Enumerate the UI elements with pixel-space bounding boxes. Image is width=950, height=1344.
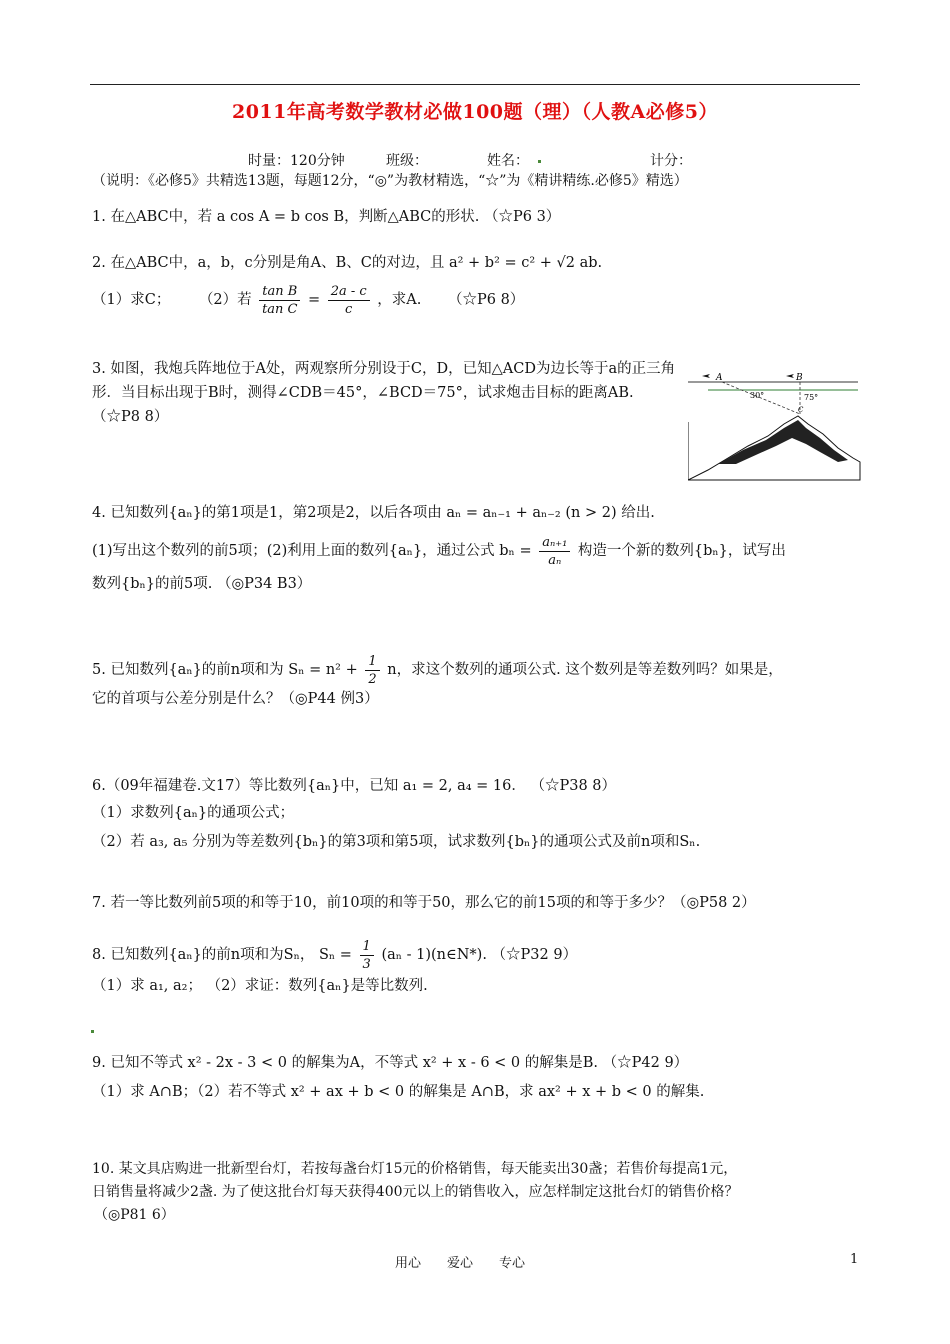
question-8-line-1 bbox=[92, 937, 872, 973]
question-8 bbox=[92, 937, 872, 998]
fraction-numerator: tan B bbox=[259, 283, 300, 301]
figure-label-a: A bbox=[716, 373, 723, 383]
fraction-numerator: aₙ₊₁ bbox=[539, 534, 570, 552]
question-4-line-3: 数列{bₙ}的前5项. （◎P34 B3） bbox=[92, 576, 312, 592]
document-title: 2011年高考数学教材必做100题（理）（人教A必修5） bbox=[231, 101, 718, 123]
question-8-line-1-post: (aₙ - 1)(n∈N*). （☆P32 9） bbox=[381, 947, 578, 963]
fraction-denominator: 3 bbox=[362, 956, 371, 972]
fraction-one-third bbox=[360, 938, 374, 973]
question-4-line-2-post: 构造一个新的数列{bₙ}，试写出 bbox=[577, 543, 786, 559]
question-6-line-1: 6.（09年福建卷.文17）等比数列{aₙ}中，已知 a₁ = 2, a₄ = 16． （☆P38 8） bbox=[92, 778, 617, 794]
artillery-figure bbox=[688, 362, 863, 482]
question-8-line-2: （1）求 a₁, a₂； （2）求证：数列{aₙ}是等比数列. bbox=[92, 978, 428, 994]
fraction-numerator: 2a - c bbox=[328, 283, 370, 301]
plane-a-icon bbox=[702, 374, 710, 378]
fraction-denominator: aₙ bbox=[548, 552, 562, 568]
question-4-line-2-pre: (1)写出这个数列的前5项；(2)利用上面的数列{aₙ}，通过公式 bₙ = bbox=[92, 543, 532, 559]
question-6 bbox=[92, 775, 872, 854]
class-label: 班级： bbox=[386, 153, 428, 169]
fraction-one-half bbox=[365, 653, 379, 688]
question-6-line-2: （1）求数列{aₙ}的通项公式； bbox=[92, 805, 295, 821]
stray-mark bbox=[91, 1030, 94, 1033]
question-5 bbox=[92, 652, 872, 711]
fraction-b-n bbox=[539, 534, 570, 569]
question-5-line-1 bbox=[92, 652, 872, 688]
question-10-line-3: （◎P81 6） bbox=[94, 1207, 175, 1223]
question-9-line-2: （1）求 A∩B；（2）若不等式 x² + ax + b < 0 的解集是 A∩B，求 ax² + x + b < 0 的解集. bbox=[92, 1084, 705, 1100]
question-9-line-1: 9. 已知不等式 x² - 2x - 3 < 0 的解集为A，不等式 x² + x - 6 < 0 的解集是B. （☆P42 9） bbox=[92, 1055, 689, 1071]
question-7-text: 7. 若一等比数列前5项的和等于10，前10项的和等于50，那么它的前15项的和等于多少？（◎P58 2） bbox=[92, 895, 756, 911]
question-1 bbox=[92, 206, 872, 229]
fraction-denominator: tan C bbox=[262, 301, 298, 317]
question-10 bbox=[92, 1158, 872, 1227]
question-4 bbox=[92, 502, 872, 596]
question-10-line-2: 日销售量将减少2盏. 为了使这批台灯每天获得400元以上的销售收入，应怎样制定这批台灯的销售价格？ bbox=[92, 1184, 739, 1200]
score-label: 计分： bbox=[650, 153, 692, 169]
fraction-numerator: 1 bbox=[365, 653, 379, 671]
fraction-tanb-tanc bbox=[259, 283, 300, 318]
question-2-line-2 bbox=[92, 281, 872, 319]
fraction-denominator: 2 bbox=[368, 671, 377, 687]
time-label: 时量：120分钟 bbox=[248, 153, 345, 169]
question-3 bbox=[92, 357, 682, 429]
fraction-denominator: c bbox=[345, 301, 353, 317]
question-4-line-2 bbox=[92, 533, 872, 569]
instructions-note: （说明：《必修5》共精选13题，每题12分，“◎”为教材精选，“☆”为《精讲精练.必修5》精选） bbox=[92, 173, 688, 189]
page-number: 1 bbox=[850, 1252, 859, 1267]
question-2-ref: （☆P6 8） bbox=[447, 292, 525, 308]
question-5-line-1-post: n，求这个数列的通项公式. 这个数列是等差数列吗？如果是， bbox=[387, 662, 783, 678]
question-10-line-1: 10. 某文具店购进一批新型台灯，若按每盏台灯15元的价格销售，每天能卖出30盏；若售价每提高1元， bbox=[92, 1161, 738, 1177]
question-2 bbox=[92, 252, 872, 319]
fraction-2a-minus-c-over-c bbox=[328, 283, 370, 318]
footer-motto: 用心 爱心 专心 bbox=[395, 1256, 526, 1271]
stray-mark bbox=[538, 160, 541, 163]
figure-angle-75: 75° bbox=[804, 393, 819, 402]
name-label: 姓名： bbox=[487, 153, 529, 169]
question-2-line-1: 2. 在△ABC中，a，b，c分别是角A、B、C的对边，且 a² + b² = c² + √2 ab. bbox=[92, 255, 603, 271]
question-4-line-1: 4. 已知数列{aₙ}的第1项是1，第2项是2，以后各项由 aₙ = aₙ₋₁ + aₙ₋₂ (n > 2) 给出. bbox=[92, 505, 655, 521]
plane-b-icon bbox=[786, 374, 794, 378]
question-7 bbox=[92, 892, 872, 915]
fraction-numerator: 1 bbox=[360, 938, 374, 956]
question-2-part-2-pre: （2）若 bbox=[198, 292, 252, 308]
question-6-line-3: （2）若 a₃, a₅ 分别为等差数列{bₙ}的第3项和第5项，试求数列{bₙ}的通项公式及前n项和Sₙ. bbox=[92, 834, 701, 850]
figure-angle-30: 30° bbox=[750, 391, 765, 400]
question-9 bbox=[92, 1052, 872, 1104]
question-2-part-2-post: ，求A. bbox=[377, 292, 422, 308]
question-3-text: 3. 如图，我炮兵阵地位于A处，两观察所分别设于C，D，已知△ACD为边长等于a的正三角形．当目标出现于B时，测得∠CDB＝45°，∠BCD＝75°，试求炮击目标的距离AB. （☆P8 8） bbox=[92, 361, 676, 425]
question-8-line-1-pre: 8. 已知数列{aₙ}的前n项和为Sₙ， Sₙ = bbox=[92, 947, 352, 963]
question-5-line-2: 它的首项与公差分别是什么？（◎P44 例3） bbox=[92, 691, 379, 707]
question-5-line-1-pre: 5. 已知数列{aₙ}的前n项和为 Sₙ = n² + bbox=[92, 662, 358, 678]
mountain-outline bbox=[688, 416, 860, 480]
figure-label-c: C bbox=[798, 406, 804, 414]
question-2-part-1: （1）求C； bbox=[92, 292, 171, 308]
equals-sign: = bbox=[307, 292, 321, 308]
question-1-text: 1. 在△ABC中，若 a cos A = b cos B，判断△ABC的形状. （☆P6 3） bbox=[92, 209, 561, 225]
header-rule bbox=[90, 84, 860, 85]
figure-label-b: B bbox=[796, 373, 803, 383]
